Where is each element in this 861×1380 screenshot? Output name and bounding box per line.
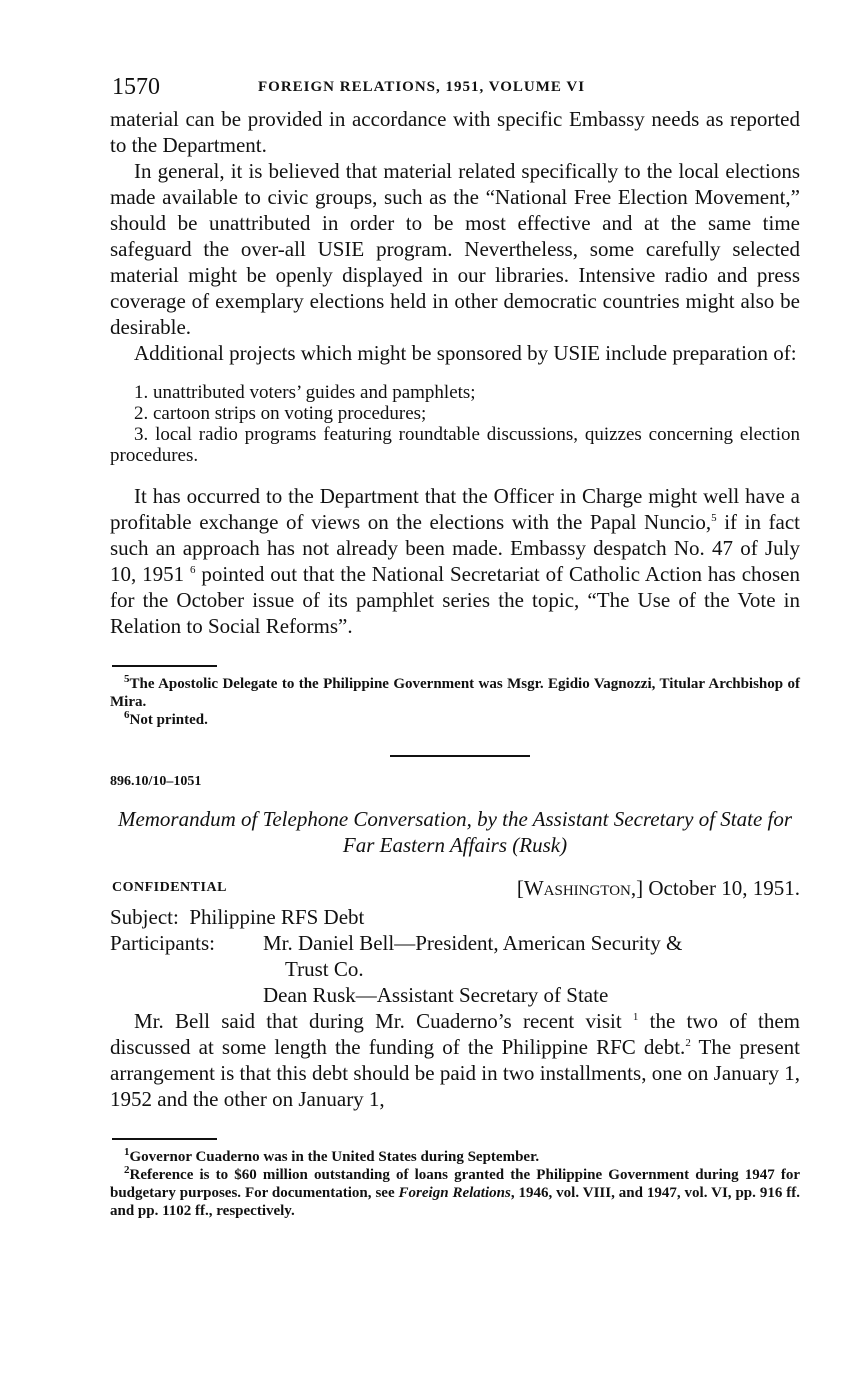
subject-label: Subject: [110,905,179,929]
subject-line [110,904,800,930]
list-item: 2. cartoon strips on voting procedures; [134,403,427,424]
subject: Philippine RFS Debt [189,905,365,929]
paragraph-text: pointed out that the National Secretariat of Catholic Action has chosen for the October issue of its pamphlet series the topic, “The Use of the Vote in Relation to Social Reforms”. [110,562,801,638]
participants-label: Participants: [110,931,215,955]
participant-1-cont: Trust Co. [285,957,364,981]
footnote-2 [110,1166,800,1220]
footnote-text: Governor Cuaderno was in the United States during September. [129,1149,540,1165]
footnote-ref: 6 [190,564,196,576]
place-date [517,876,800,901]
paragraph-additional-projects: Additional projects which might be sponsored by USIE include preparation of: [134,341,797,365]
footnote-divider [112,1138,217,1140]
footnote-5 [110,675,800,711]
participant-2: Dean Rusk—Assistant Secretary of State [263,983,609,1007]
list-item: 1. unattributed voters’ guides and pamphlets; [134,382,476,403]
participant-1: Mr. Daniel Bell—President, American Security & [263,931,683,955]
file-number: 896.10/10–1051 [110,774,202,789]
project-list [110,382,800,466]
footnote-text: Not printed. [129,712,208,728]
footnote-ref: 2 [685,1037,691,1049]
page-number: 1570 [112,74,160,100]
participants [110,930,800,1008]
section-divider [390,755,530,757]
running-header [110,70,800,106]
footnote-text: Reference is to $60 million outstanding of loans granted the Philippine Government during 1947 for budgetary purposes. For documentation, see [110,1167,800,1201]
footnote-ref: 5 [711,512,717,524]
footnote-mark: 1 [124,1146,130,1158]
footnote-mark: 2 [124,1164,130,1176]
date: October 10, 1951. [648,876,800,900]
footnote-citation: Foreign Relations [398,1185,511,1201]
footnote-text: The Apostolic Delegate to the Philippine Government was Msgr. Egidio Vagnozzi, Titular Archbishop of Mira. [110,676,800,710]
footnote-6 [110,711,800,729]
footnote-text: , 1946, vol. VIII, and 1947, vol. VI, pp. 916 ff. and pp. 1102 ff., respectively. [110,1185,800,1219]
place: [Washington,] [516,876,644,900]
footnote-1 [110,1148,800,1166]
paragraph-text: It has occurred to the Department that the Officer in Charge might well have a profitable exchange of views on the elections with the Papal Nuncio, [110,484,800,534]
footnote-ref: 1 [632,1011,639,1023]
document-page [110,70,800,1220]
paragraph-papal-nuncio [110,483,800,639]
paragraph-text: Mr. Bell said that during Mr. Cuaderno’s recent visit [134,1009,622,1033]
footnote-divider [112,665,217,667]
footnote-mark: 5 [124,673,130,685]
classification: CONFIDENTIAL [112,880,227,895]
list-item: 3. local radio programs featuring roundtable discussions, quizzes concerning election procedures. [110,424,800,466]
memo-title: Memorandum of Telephone Conversation, by the Assistant Secretary of State for Far Eastern Affairs (Rusk) [117,807,793,857]
paragraph-text: if in fact such an approach has not already been made. Embassy despatch No. 47 of July 10, 1951 [110,510,800,586]
paragraph-election-material: In general, it is believed that material related specifically to the local elections made available to civic groups, such as the “National Free Election Movement,” should be unattributed in order to be most effective and at the same time safeguard the over-all USIE program. Nevertheless, some carefully selected material might be openly displayed in our libraries. Intensive radio and press coverage of exemplary elections held in other democratic countries might also be desirable. [110,159,800,339]
paragraph-text: the two of them discussed at some length the funding of the Philippine RFC debt. [110,1009,801,1059]
paragraph-continuation: material can be provided in accordance with specific Embassy needs as reported to the Department. [110,107,800,157]
paragraph-text: The present arrangement is that this debt should be paid in two installments, one on January 1, 1952 and the other on January 1, [110,1035,800,1111]
paragraph-memo-body [110,1008,800,1112]
footnote-mark: 6 [124,709,130,721]
running-title: FOREIGN RELATIONS, 1951, VOLUME VI [258,79,586,95]
classification-line [110,876,800,902]
